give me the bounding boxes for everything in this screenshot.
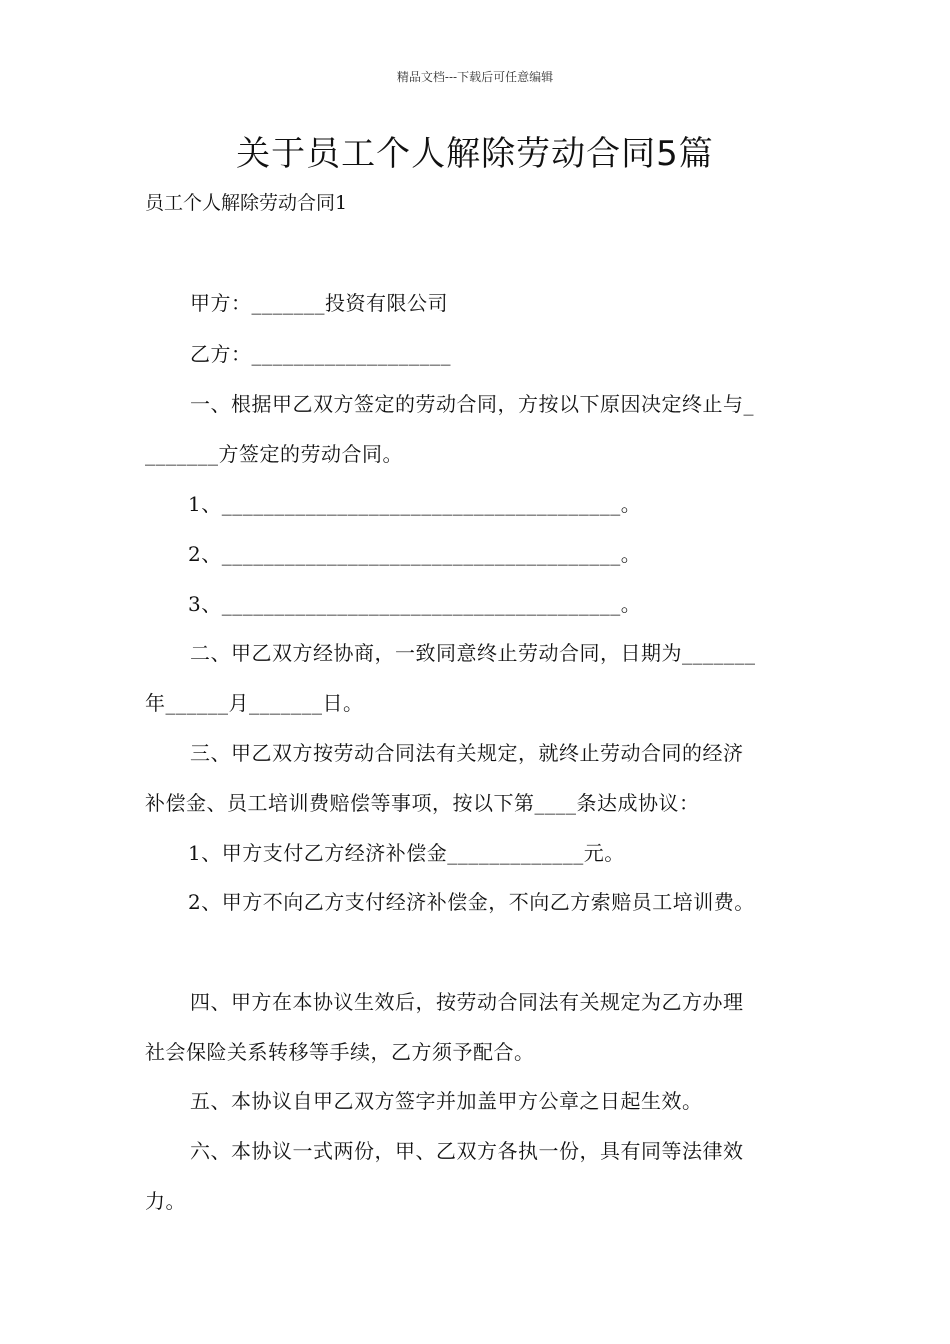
clause-3-line-2: 补偿金、员工培训费赔偿等事项，按以下第____条达成协议：: [145, 791, 700, 815]
reason-1-line: 1、______________________________________。: [188, 492, 642, 516]
clause-1-line-2: _______方签定的劳动合同。: [145, 442, 403, 466]
party-a-line: 甲方：_______投资有限公司: [190, 291, 448, 315]
clause-3-option-2: 2、甲方不向乙方支付经济补偿金，不向乙方索赔员工培训费。: [188, 890, 755, 914]
clause-3-option-1: 1、甲方支付乙方经济补偿金_____________元。: [188, 841, 625, 865]
clause-5-line: 五、本协议自甲乙双方签字并加盖甲方公章之日起生效。: [190, 1089, 703, 1113]
clause-6-line-2: 力。: [145, 1189, 186, 1213]
clause-2-line-1: 二、甲乙双方经协商，一致同意终止劳动合同，日期为_______: [190, 641, 756, 665]
document-title: 关于员工个人解除劳动合同5篇: [236, 134, 714, 174]
reason-2-line: 2、______________________________________。: [188, 542, 642, 566]
clause-4-line-1: 四、甲方在本协议生效后，按劳动合同法有关规定为乙方办理: [190, 990, 744, 1014]
clause-6-line-1: 六、本协议一式两份，甲、乙双方各执一份，具有同等法律效: [190, 1139, 744, 1163]
clause-2-line-2: 年______月_______日。: [145, 691, 364, 715]
party-b-line: 乙方：___________________: [190, 342, 451, 366]
reason-3-line: 3、______________________________________。: [188, 592, 642, 616]
clause-1-line-1: 一、根据甲乙双方签定的劳动合同，方按以下原因决定终止与_: [190, 392, 754, 416]
section-subtitle: 员工个人解除劳动合同1: [145, 192, 348, 214]
clause-4-line-2: 社会保险关系转移等手续，乙方须予配合。: [145, 1040, 535, 1064]
header-note: 精品文档---下载后可任意编辑: [396, 70, 554, 84]
clause-3-line-1: 三、甲乙双方按劳动合同法有关规定，就终止劳动合同的经济: [190, 741, 744, 765]
